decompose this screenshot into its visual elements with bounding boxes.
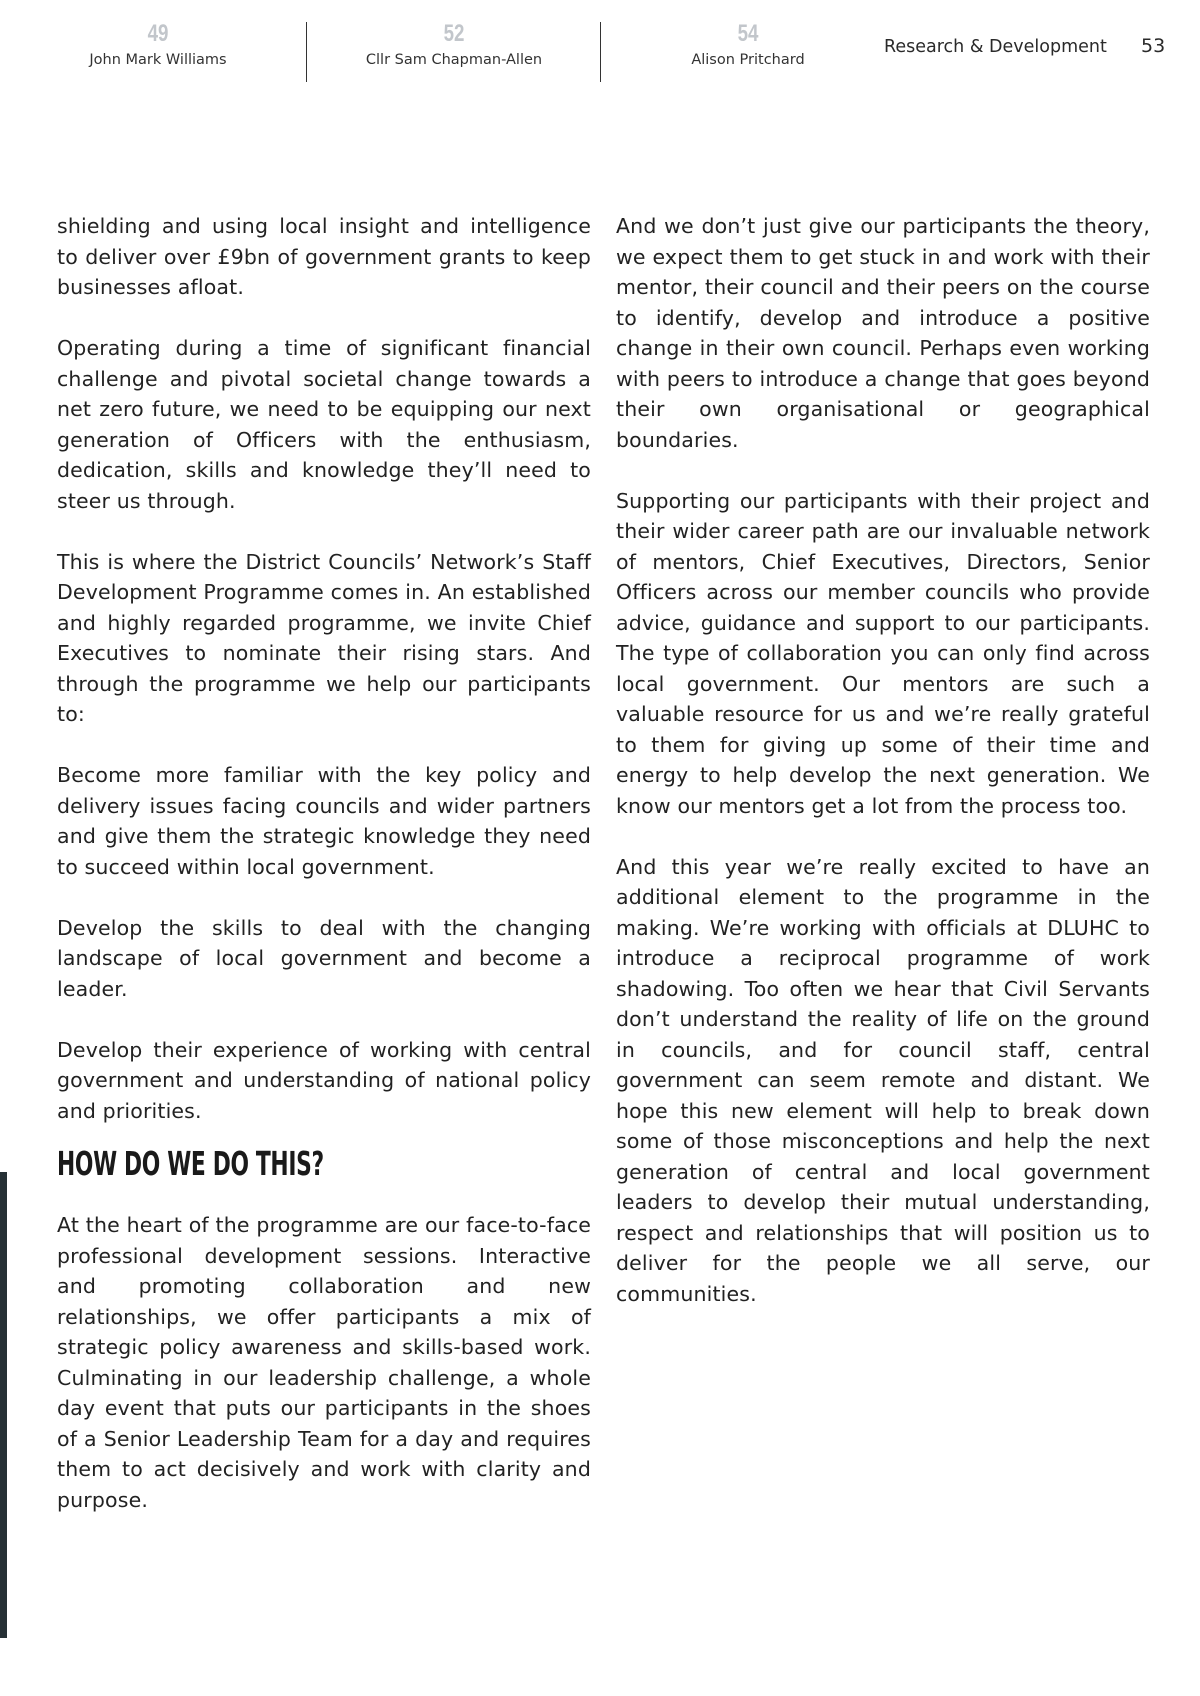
- nav-page-number: 52: [443, 20, 465, 47]
- body-paragraph: Operating during a time of significant financial challenge and pivotal societal change towards a net zero future, we need to be equipping our next generation of Officers with the enthusiasm, dedication, skills and knowledge they’ll need to steer us through.: [57, 336, 591, 513]
- body-paragraph: Develop the skills to deal with the changing landscape of local government and become a leader.: [57, 915, 591, 1001]
- nav-page-number: 49: [147, 20, 169, 47]
- nav-link-john-mark-williams[interactable]: [10, 22, 306, 68]
- nav-author-name: Cllr Sam Chapman-Allen: [365, 52, 543, 68]
- nav-page-number: 54: [737, 20, 759, 47]
- nav-link-alison-pritchard[interactable]: [600, 22, 896, 68]
- nav-author-name: John Mark Williams: [89, 52, 227, 68]
- right-column: [616, 211, 1150, 1340]
- page-number: 53: [1141, 35, 1166, 57]
- body-paragraph: Become more familiar with the key policy and delivery issues facing councils and wider partners and give them the strategic knowledge they need to succeed within local government.: [57, 763, 591, 879]
- body-paragraph: And this year we’re really excited to have an additional element to the programme in the making. We’re working with officials at DLUHC to introduce a reciprocal programme of work shadowing. Too often we hear that Civil Servants don’t understand the reality of life on the ground in councils, and for council staff, central government can seem remote and distant. We hope this new element will help to break down some of those misconceptions and help the next generation of central and local government leaders to develop their mutual understanding, respect and relationships that will position us to deliver for the people we all serve, our communities.: [616, 854, 1150, 1306]
- body-paragraph: Develop their experience of working with central government and understanding of national policy and priorities.: [57, 1037, 591, 1123]
- body-paragraph: Supporting our participants with their project and their wider career path are our invaluable network of mentors, Chief Executives, Directors, Senior Officers across our member councils who provide advice, guidance and support to our participants. The type of collaboration you can only find across local government. Our mentors are such a valuable resource for us and we’re really grateful to them for giving up some of their time and energy to help develop the next generation. We know our mentors get a lot from the process too.: [616, 488, 1150, 818]
- section-title: Research & Development: [884, 37, 1107, 57]
- body-paragraph: This is where the District Councils’ Network’s Staff Development Programme comes in. An established and highly regarded programme, we invite Chief Executives to nominate their rising stars. And through the programme we help our participants to:: [57, 549, 591, 726]
- body-paragraph: shielding and using local insight and intelligence to deliver over £9bn of government grants to keep businesses afloat.: [57, 214, 591, 299]
- page-header: [0, 0, 1200, 90]
- left-column: [57, 211, 591, 1546]
- section-heading: HOW DO WE DO THIS?: [57, 1144, 324, 1183]
- body-paragraph: At the heart of the programme are our face-to-face professional development sessions. Interactive and promoting collaboration and new relationships, we offer participants a mix of strategic policy awareness and skills-based work. Culminating in our leadership challenge, a whole day event that puts our participants in the shoes of a Senior Leadership Team for a day and requires them to act decisively and work with clarity and purpose.: [57, 1213, 591, 1512]
- side-accent-bar: [0, 1172, 7, 1638]
- nav-author-name: Alison Pritchard: [691, 52, 805, 68]
- nav-link-sam-chapman-allen[interactable]: [306, 22, 602, 68]
- body-paragraph: And we don’t just give our participants the theory, we expect them to get stuck in and work with their mentor, their council and their peers on the course to identify, develop and introduce a positive change in their own council. Perhaps even working with peers to introduce a change that goes beyond their own organisational or geographical boundaries.: [616, 214, 1150, 452]
